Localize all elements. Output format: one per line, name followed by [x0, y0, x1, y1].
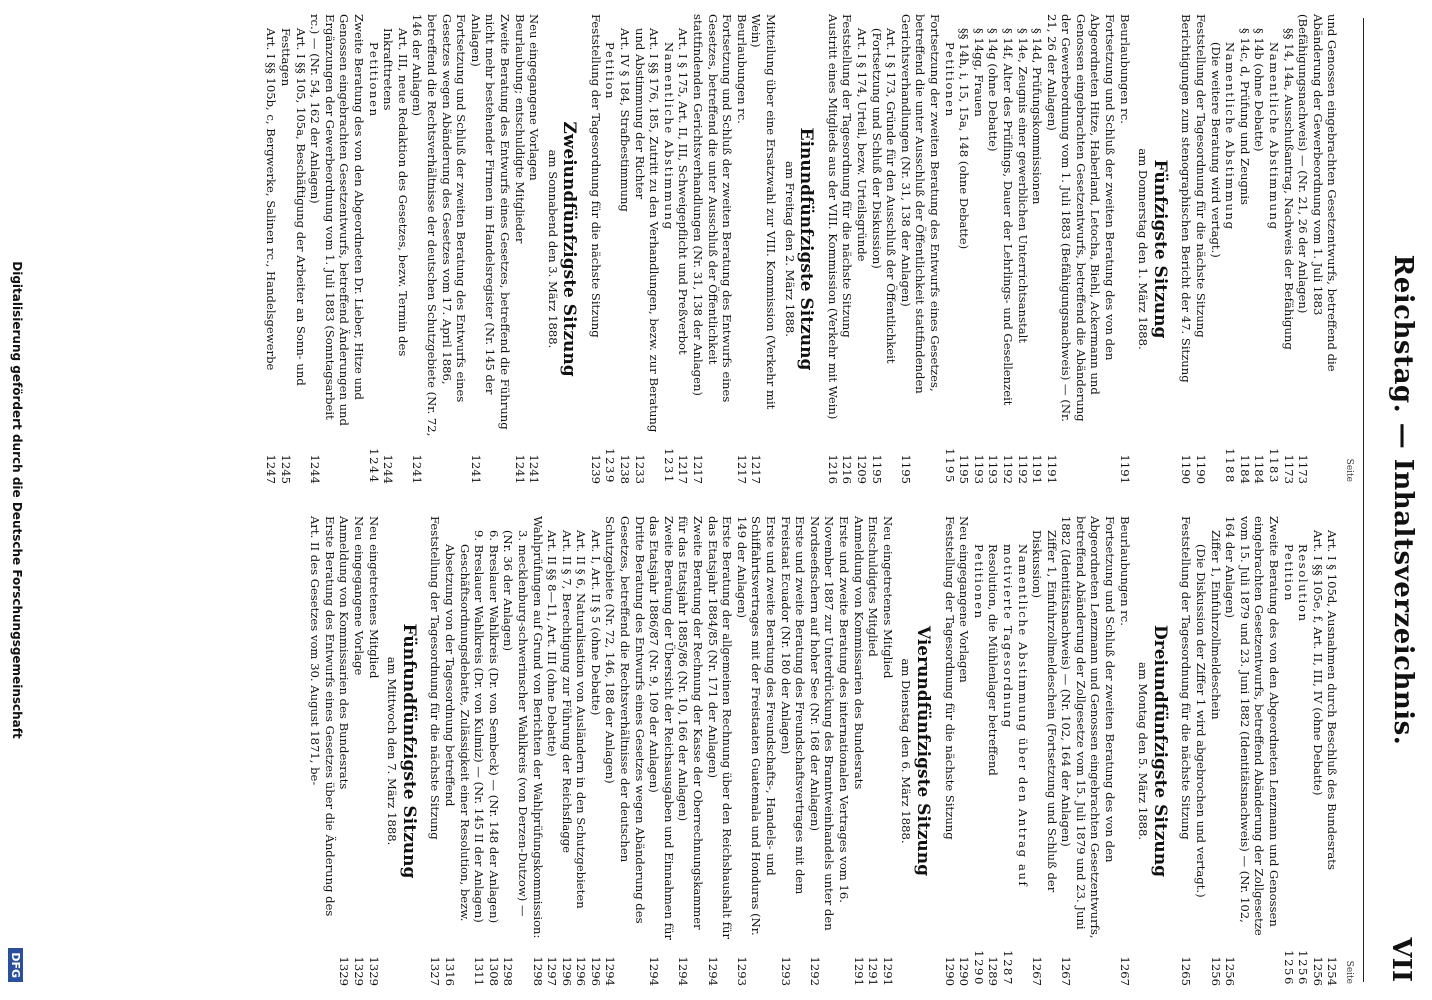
- toc-entry-page: 1184: [1237, 454, 1252, 484]
- toc-entry: [749, 14, 778, 484]
- toc-entry-text: 3. mecklenburg-schwerinscher Wahlkreis (von Derzen-Dutzow) — (Nr. 36 der Anlagen): [501, 530, 530, 917]
- toc-entry-text: Feststellung der Tagesordnung für die nächste Sitzung: [588, 14, 603, 338]
- toc-entry-page: 1193: [971, 454, 986, 484]
- toc-entry-page: 1216: [840, 454, 855, 484]
- toc-entry-text: Namentliche Abstimmung über den Antrag auf motivierte Tagesordnung: [1000, 544, 1030, 888]
- toc-entry-text: Art. I § 105d, Ausnahmen durch Beschluß des Bundesrats: [1325, 530, 1340, 870]
- toc-entry: [1223, 14, 1238, 484]
- toc-entry-page: 1173: [1281, 454, 1296, 484]
- session-date: am Sonnabend den 3. März 1888.: [545, 149, 560, 349]
- toc-entry-text: Resolution: [1296, 544, 1311, 623]
- toc-entry-page: 1231: [661, 448, 676, 484]
- toc-entry-text: Art. I §§ 105, 105a, Beschäftigung der Arbeiter an Sonn- und Festtagen: [279, 28, 308, 386]
- toc-entry-text: Namentliche Abstimmung: [661, 42, 676, 231]
- toc-entry-text: Ziffer 1, Einfuhrzollmeldeschein: [1208, 530, 1223, 720]
- toc-entry-page: 1265: [1179, 956, 1194, 986]
- toc-entry-text: § 14b (ohne Debatte): [1252, 28, 1267, 152]
- toc-entry: [898, 14, 942, 484]
- toc-entry: [971, 14, 986, 484]
- toc-entry: [705, 516, 734, 986]
- session-date: am Donnerstag den 1. März 1888.: [1136, 148, 1151, 350]
- toc-entry: [1208, 14, 1223, 484]
- toc-entry-page: 1193: [986, 454, 1001, 484]
- toc-entry-page: 1292: [807, 956, 822, 986]
- session-title: Fünfundfünfzigste Sitzung: [398, 623, 419, 879]
- toc-entry: [807, 516, 851, 986]
- session-title: Zweiundfünfzigste Sitzung: [559, 121, 580, 377]
- toc-entry-page: 1188: [1223, 448, 1238, 484]
- toc-entry-text: Ziffer 1, Einfuhrzollmeldeschein (Fortsetzung und Schluß der Diskussion): [1030, 530, 1059, 893]
- toc-entry: [1296, 14, 1340, 484]
- toc-entry: [942, 516, 957, 986]
- toc-entry: [1000, 14, 1015, 484]
- toc-entry: [957, 14, 972, 484]
- toc-entry-text: § 14c, d, Prüfung und Zeugnis: [1237, 28, 1252, 206]
- toc-entry-page: 1267: [1117, 956, 1132, 986]
- toc-entry: [880, 516, 895, 986]
- toc-entry-text: Fortsetzung und Schluß der zweiten Beratung des Entwurfs eines Gesetzes wegen Abänderung des Gesetzes vom 17. April 1886, betreffend die Rechtsverhältnisse der deutschen Schutzgebiete (Nr. 72, 146 der Anlagen): [410, 14, 469, 437]
- toc-entry-text: Art. I §§ 176, 185, Zutritt zu den Verhandlungen, bezw. zur Beratung und Abstimmung der Richter: [632, 28, 662, 433]
- toc-entry-page: 1195: [869, 454, 884, 484]
- toc-entry-page: 1296: [559, 956, 574, 986]
- toc-entry-text: Art. I §§ 105b, c, Bergwerke, Salinen rc., Handelsgewerbe: [264, 28, 279, 371]
- toc-entry-text: (Die Diskussion der Ziffer 1 wird abgebrochen und vertagt.): [1194, 544, 1209, 898]
- toc-entry-text: Neu eingetretenes Mitglied: [880, 516, 895, 679]
- toc-entry-page: 1195: [898, 454, 913, 484]
- toc-entry: [734, 14, 749, 484]
- toc-entry-text: § 14f, Alter des Prüflings, Dauer der Lehrlings- und Gesellenzeit: [1000, 28, 1015, 406]
- toc-entry-text: Erste Beratung des Entwurfs eines Gesetzes über die Änderung des Art. II des Gesetzes vom 30. August 1871, be-: [308, 516, 337, 917]
- toc-entry-page: 1217: [676, 454, 691, 484]
- toc-entry: [527, 14, 542, 484]
- toc-entry-text: Zweite Beratung des Entwurfs eines Gesetzes, betreffend die Führung nicht mehr bestehender Firmen im Handelsregister (Nr. 145 der Anlagen): [468, 14, 512, 430]
- toc-entry-page: 1184: [1252, 454, 1267, 484]
- toc-entry-page: 1244: [366, 448, 381, 484]
- toc-entry-text: Feststellung der Tagesordnung für die nächste Sitzung: [1179, 516, 1194, 840]
- toc-entry: [1208, 516, 1223, 986]
- toc-entry-page: 1294: [705, 956, 720, 986]
- toc-entry-text: Art. III, neue Redaktion des Gesetzes, bezw. Termin des Inkrafttretens: [381, 28, 410, 357]
- toc-entry-text: Art. II § 7, Berechtigung zur Führung der Reichsflagge: [559, 530, 574, 854]
- toc-entry-page: 1191: [1044, 454, 1059, 484]
- toc-entry-text: Erste Beratung der allgemeinen Rechnung über den Reichshaushalt für das Etatsjahr 1884/85 (Nr. 171 der Anlagen): [705, 516, 735, 940]
- toc-entry-page: 1298: [501, 956, 516, 986]
- toc-entry: [308, 14, 366, 484]
- session-date: am Freitag den 2. März 1888.: [782, 161, 797, 337]
- toc-entry-page: 1296: [574, 956, 589, 986]
- toc-entry-text: Feststellung der Tagesordnung für die nächste Sitzung: [942, 516, 957, 840]
- toc-entry-page: 1245: [279, 454, 294, 484]
- toc-entry-page: 1217: [734, 454, 749, 484]
- toc-entry: [618, 14, 633, 484]
- toc-entry-page: 1241: [527, 454, 542, 484]
- toc-entry: [472, 516, 487, 986]
- toc-entry-page: 1183: [1267, 448, 1282, 484]
- toc-entry: [588, 516, 603, 986]
- toc-entry-page: 1247: [264, 454, 279, 484]
- toc-entry-page: 1256: [1208, 956, 1223, 986]
- toc-entry-page: 1191: [1030, 454, 1045, 484]
- toc-entry-page: 1290: [971, 950, 986, 986]
- toc-entry-text: Art. IV § 184, Strafbestimmung: [618, 28, 633, 212]
- toc-entry-text: Wahlprüfungen auf Grund von Berichten der Wahlprüfungskommission:: [530, 516, 545, 939]
- toc-entry: [366, 516, 381, 986]
- toc-entry: [468, 14, 512, 484]
- toc-entry-text: § 14gg, Frauen: [971, 28, 986, 117]
- toc-entry-page: 1294: [676, 956, 691, 986]
- toc-entry-text: Berichtigungen zum stenographischen Bericht der 47. Sitzung: [1179, 14, 1194, 383]
- toc-entry: [1193, 14, 1208, 484]
- toc-entry: [588, 14, 603, 484]
- toc-entry-text: Art. II §§ 8—11, Art. III (ohne Debatte): [545, 530, 560, 757]
- toc-entry-text: Petition: [603, 42, 618, 101]
- toc-entry: [410, 14, 468, 484]
- toc-entry: [1044, 14, 1117, 484]
- right-column: [44, 516, 1356, 986]
- toc-entry: [1266, 14, 1281, 484]
- toc-entry: [603, 516, 647, 986]
- toc-entry-page: 1290: [957, 956, 972, 986]
- running-head: Reichstag. — Inhaltsverzeichnis.: [1388, 254, 1418, 746]
- toc-entry-page: 1291: [851, 956, 866, 986]
- toc-entry-page: 1191: [1117, 454, 1132, 484]
- dfg-logo: DFG: [8, 948, 23, 982]
- toc-entry-page: 1256: [1281, 950, 1296, 986]
- toc-entry: [825, 14, 840, 484]
- toc-entry: [603, 14, 618, 484]
- toc-entry: [264, 14, 279, 484]
- toc-entry: [690, 14, 734, 484]
- toc-entry-text: und Genossen eingebrachten Gesetzentwurfs, betreffend die Abänderung der Gewerbeordnung vom 1. Juli 1883 (Befähigungsnachweis) — (Nr. 21, 26 der Anlagen): [1296, 14, 1340, 372]
- toc-entry-text: §§ 14h, i, 15, 15a, 148 (ohne Debatte): [957, 28, 972, 250]
- toc-entry: [986, 14, 1001, 484]
- toc-entry-text: Feststellung der Tagesordnung für die nächste Sitzung: [428, 516, 443, 840]
- toc-entry-page: 1256: [1296, 950, 1311, 986]
- toc-entry-text: Art. I §§ 105e, f, Art. II, III, IV (ohne Debatte): [1310, 530, 1325, 796]
- toc-entry: [1281, 14, 1296, 484]
- toc-entry: [1117, 14, 1132, 484]
- toc-entry-page: 1290: [942, 956, 957, 986]
- toc-entry-text: § 14e, Zeugnis einer gewerblichen Unterrichtsanstalt: [1015, 28, 1030, 344]
- toc-entry-page: 1209: [855, 454, 869, 484]
- toc-entry-text: Petition: [1281, 544, 1296, 603]
- toc-entry-page: 1241: [468, 454, 483, 484]
- toc-entry-page: 1329: [352, 956, 366, 986]
- session-title: Fünfzigste Sitzung: [1149, 159, 1170, 339]
- left-column: [44, 14, 1356, 484]
- toc-entry: [512, 14, 527, 484]
- toc-entry: [1117, 516, 1132, 986]
- seite-label: Seite: [1344, 458, 1354, 482]
- toc-entry: [574, 516, 589, 986]
- digitization-credit: Digitalisierung gefördert durch die Deutsche Forschungsgemeinschaft: [10, 261, 24, 739]
- toc-entry-text: Austritt eines Mitglieds aus der VIII. Kommission (Verkehr mit Wein): [825, 14, 840, 420]
- seite-label: Seite: [1344, 960, 1354, 984]
- toc-entry-page: 1289: [986, 956, 1001, 986]
- toc-entry-page: 1233: [632, 454, 647, 484]
- toc-entry-page: 1192: [1015, 454, 1030, 484]
- toc-entry-text: Namentliche Abstimmung: [1223, 42, 1238, 231]
- toc-entry-page: 1297: [545, 956, 560, 986]
- toc-entry: [661, 14, 676, 484]
- toc-entry-text: Art. I § 174, Urteil, bezw. Urteilsgründe: [855, 28, 869, 262]
- toc-entry-text: Art. I § 175, Art. II, III, Schweigepflicht und Preßverbot: [676, 28, 691, 355]
- toc-entry-text: Resolution, die Mühlenlager betreffend: [986, 544, 1001, 776]
- toc-entry: [1179, 14, 1194, 484]
- toc-entry: [381, 14, 410, 484]
- toc-entry: [1296, 516, 1311, 986]
- toc-entry-page: 1329: [366, 956, 381, 986]
- toc-entry: [632, 14, 661, 484]
- toc-entry-text: Entschuldigtes Mitglied: [866, 516, 881, 657]
- toc-entry: [866, 516, 881, 986]
- toc-entry: [1237, 14, 1252, 484]
- toc-entry: [1252, 14, 1267, 484]
- toc-entry-page: 1241: [512, 454, 527, 484]
- toc-entry-text: Erste und zweite Beratung des internationalen Vertrages vom 16. November 1887 zur Unterdrückung des Branntweinhandels unter den Nordseefischern auf hoher See (Nr. 168 der Anlagen): [807, 516, 851, 931]
- toc-entry-page: 1294: [603, 956, 618, 986]
- toc-entry-page: 1308: [486, 956, 501, 986]
- toc-entry-text: Zweite Beratung der Rechnung der Kasse der Oberrechnungskammer für das Etatsjahr 1885/86 (Nr. 10, 166 der Anlagen): [676, 516, 706, 930]
- toc-entry-text: Fortsetzung der zweiten Beratung des Entwurfs eines Gesetzes, betreffend die unter Ausschluß der Öffentlichkeit stattfindenden Gerichtsverhandlungen (Nr. 31, 138 der Anlagen): [898, 14, 942, 394]
- toc-entry-text: Mitteilung über eine Ersatzwahl zur VIII. Kommission (Verkehr mit Wein): [749, 14, 779, 410]
- toc-entry-page: 1216: [825, 454, 840, 484]
- session-title: Vierundfünfzigste Sitzung: [912, 625, 933, 877]
- page-number: VII: [1386, 937, 1416, 982]
- toc-entry-text: Zweite Beratung des von den Abgeordneten Lenzmann und Genossen eingebrachten Gesetzentwurfs, betreffend Abänderung der Zollgesetze vom 15. Juli 1879 und 23. Juni 1882 (Identitätsnachweis) — (Nr. 102, 164 der Anlagen): [1223, 516, 1282, 936]
- toc-entry: [986, 516, 1001, 986]
- toc-entry: [778, 516, 807, 986]
- toc-entry-page: 1256: [1223, 956, 1238, 986]
- session-date: am Dienstag den 6. März 1888.: [899, 658, 914, 844]
- toc-entry-text: Fortsetzung und Schluß der zweiten Beratung des Entwurfs eines Gesetzes, betreffend die unter Ausschluß der Öffentlichkeit stattfindenden Gerichtsverhandlungen (Nr. 31, 138 der Anlagen): [691, 14, 735, 403]
- toc-entry-text: Fortsetzung und Schluß der zweiten Beratung des von den Abgeordneten Hitze, Haberland, Letocha, Biehl, Ackermann und Genossen eingebrachten Gesetzentwurfs, betreffend die Abänderung der Gewerbeordnung vom 1. Juli 1883 (Befähigungsnachweis) — (Nr. 21, 26 der Anlagen): [1044, 14, 1118, 422]
- toc-entry-text: 6. Breslauer Wahlkreis (Dr. von Sembeck) — (Nr. 148 der Anlagen): [486, 530, 501, 924]
- toc-entry: [545, 516, 560, 986]
- toc-entry: [957, 516, 972, 986]
- toc-entry-text: § 14g (ohne Debatte): [986, 28, 1001, 152]
- toc-entry: [337, 516, 352, 986]
- toc-entry: [676, 14, 691, 484]
- toc-entry: [942, 14, 957, 484]
- toc-entry-text: Petitionen: [942, 42, 957, 118]
- toc-entry-page: 1239: [588, 454, 603, 484]
- toc-entry-page: 1256: [1310, 956, 1325, 986]
- toc-entry: [1179, 516, 1194, 986]
- toc-entry-page: 1316: [442, 956, 457, 986]
- toc-entry: [1015, 14, 1030, 484]
- session-date: am Montag den 5. März 1888.: [1136, 661, 1151, 841]
- toc-entry-text: (Die weitere Beratung wird vertagt.): [1208, 42, 1223, 258]
- toc-entry-page: 1217: [691, 454, 706, 484]
- toc-entry: [501, 516, 530, 986]
- toc-entry: [308, 516, 337, 986]
- toc-entry-text: Neu eingetretenes Mitglied: [366, 516, 381, 679]
- toc-entry-text: Neu eingegangene Vorlagen: [957, 516, 972, 683]
- toc-entry-page: 1244: [381, 454, 396, 484]
- toc-entry-page: 1291: [866, 956, 881, 986]
- toc-entry-page: 1329: [337, 956, 352, 986]
- session-title: Einundfünfzigste Sitzung: [796, 127, 817, 371]
- toc-entry: [1059, 516, 1117, 986]
- toc-entry-text: Beurlaubungen rc.: [1117, 14, 1132, 124]
- toc-entry-text: Neu eingegangene Vorlagen: [527, 14, 542, 181]
- toc-entry-page: 1239: [603, 448, 618, 484]
- toc-entry-text: Erste und zweite Beratung des Freundschaftsvertrages mit dem Freistaat Ecuador (Nr. 180 der Anlagen): [778, 516, 808, 895]
- toc-entry-text: Art. I § 173, Gründe für den Ausschluß der Öffentlichkeit (Fortsetzung und Schluß der Diskussion): [869, 28, 899, 364]
- toc-entry-page: 1293: [778, 956, 793, 986]
- toc-entry: [840, 14, 855, 484]
- toc-entry: [442, 516, 471, 986]
- toc-entry: [854, 14, 869, 484]
- toc-entry-text: Erste und zweite Beratung des Freundschafts-, Handels- und Schiffahrtsvertrages mit der Freistaaten Guatemala und Honduras (Nr. 149 der Anlagen): [734, 516, 779, 936]
- toc-entry-page: 1217: [749, 454, 764, 484]
- toc-entry: [486, 516, 501, 986]
- toc-entry-text: Petitionen: [366, 42, 381, 118]
- toc-entry-text: Art. II § 6, Naturalisation von Ausländern in den Schutzgebieten: [574, 530, 589, 909]
- toc-entry: [1281, 516, 1296, 986]
- toc-entry-text: Beurlaubung; entschuldigte Mitglieder: [512, 14, 527, 244]
- toc-entry-page: 1291: [880, 956, 895, 986]
- toc-entry-text: 9. Breslauer Wahlkreis (Dr. von Kulmiz) — (Nr. 145 II der Anlagen): [472, 530, 487, 923]
- toc-entry: [1310, 516, 1325, 986]
- toc-entry: [647, 516, 676, 986]
- toc-entry-page: 1195: [957, 454, 972, 484]
- toc-entry: [1030, 516, 1059, 986]
- session-title: Dreiundfünfzigste Sitzung: [1149, 625, 1170, 877]
- page-header: [1363, 18, 1426, 982]
- toc-entry-text: Anmeldung von Kommissarien des Bundesrats: [337, 516, 352, 790]
- toc-entry: [1193, 516, 1208, 986]
- toc-entry: [851, 516, 866, 986]
- toc-entry-page: 1190: [1179, 454, 1194, 484]
- toc-entry-text: Geschäftsordnungsdebatte, Zulässigkeit einer Resolution, bezw. Absetzung von der Tagesordnung betreffend: [442, 544, 472, 922]
- toc-entry-text: Beurlaubungen rc.: [1117, 516, 1132, 626]
- toc-entry-page: 1293: [734, 956, 749, 986]
- toc-entry-page: 1311: [472, 956, 487, 986]
- toc-entry: [676, 516, 705, 986]
- toc-entry-page: 1254: [1325, 956, 1340, 986]
- toc-entry-page: 1327: [428, 956, 443, 986]
- session-date: am Mittwoch den 7. März 1888.: [385, 656, 400, 846]
- toc-entry: [366, 14, 381, 484]
- toc-entry-page: 1238: [618, 454, 633, 484]
- toc-entry: [278, 14, 307, 484]
- toc-entry-text: Fortsetzung und Schluß der zweiten Beratung des von den Abgeordneten Lenzmann und Genossen eingebrachten Gesetzentwurfs, betreffend Abänderung der Zollgesetze vom 15. Juli 1879 und 23. Juni 1882 (Identitätsnachweis) — (Nr. 102, 164 der Anlagen): [1059, 516, 1118, 939]
- toc-entry-text: Beurlaubungen rc.: [734, 14, 749, 124]
- toc-entry-text: Zweite Beratung der Übersicht der Reichsausgaben und Einnahmen für das Etatsjahr 1886/87 (Nr. 9, 109 der Anlagen): [647, 516, 676, 941]
- toc-entry-text: Art. I, Art. II § 5 (ohne Debatte): [588, 530, 603, 716]
- toc-entry-text: Feststellung der Tagesordnung für die nächste Sitzung: [840, 14, 855, 338]
- toc-entry-text: Neu eingegangene Vorlage: [352, 516, 366, 676]
- toc-entry-text: Feststellung der Tagesordnung für die nächste Sitzung: [1194, 14, 1209, 338]
- toc-entry: [869, 14, 898, 484]
- toc-entry: [1030, 14, 1045, 484]
- toc-entry-page: 1287: [1000, 950, 1015, 986]
- toc-entry: [530, 516, 545, 986]
- toc-entry: [351, 516, 366, 986]
- toc-entry-page: 1298: [530, 956, 545, 986]
- toc-entry: [428, 516, 443, 986]
- toc-entry-page: 1244: [308, 454, 323, 484]
- toc-entry: [1000, 516, 1029, 986]
- toc-entry-page: 1192: [1000, 454, 1015, 484]
- toc-entry-page: 1267: [1030, 956, 1045, 986]
- toc-entry: [734, 516, 778, 986]
- toc-entry-text: §§ 14, 14a, Ausschußantrag, Nachweis der Befähigung: [1281, 28, 1296, 350]
- toc-entry: [1223, 516, 1281, 986]
- toc-entry: [1325, 516, 1340, 986]
- toc-entry-page: 1294: [647, 956, 662, 986]
- toc-entry-page: 1195: [942, 448, 957, 484]
- toc-entry-text: § 14d, Prüfungskommissionen: [1030, 28, 1045, 205]
- toc-entry-page: 1296: [588, 956, 603, 986]
- toc-entry-page: 1241: [410, 454, 425, 484]
- toc-entry: [971, 516, 986, 986]
- toc-entry-page: 1173: [1296, 454, 1311, 484]
- toc-entry-text: Namentliche Abstimmung: [1267, 42, 1282, 231]
- toc-entry-text: Anmeldung von Kommissarien des Bundesrats: [851, 516, 866, 790]
- toc-entry: [559, 516, 574, 986]
- toc-entry-text: Dritte Beratung des Entwurfs eines Gesetzes wegen Abänderung des Gesetzes, betreffend die Rechtsverhältnisse der deutschen Schutzgebiete (Nr. 72, 146, 188 der Anlagen): [603, 516, 647, 924]
- toc-entry-page: 1190: [1194, 454, 1209, 484]
- toc-entry-text: Zweite Beratung des von den Abgeordneten Dr. Lieber, Hitze und Genossen eingebrachten Gesetzentwurfs, betreffend Änderungen und Ergänzungen der Gewerbeordnung vom 1. Juli 1883 (Sonntagsarbeit rc.) — (Nr. 54, 162 der Anlagen): [308, 14, 366, 426]
- toc-entry-page: 1267: [1059, 956, 1074, 986]
- toc-entry-text: Petitionen: [971, 544, 986, 620]
